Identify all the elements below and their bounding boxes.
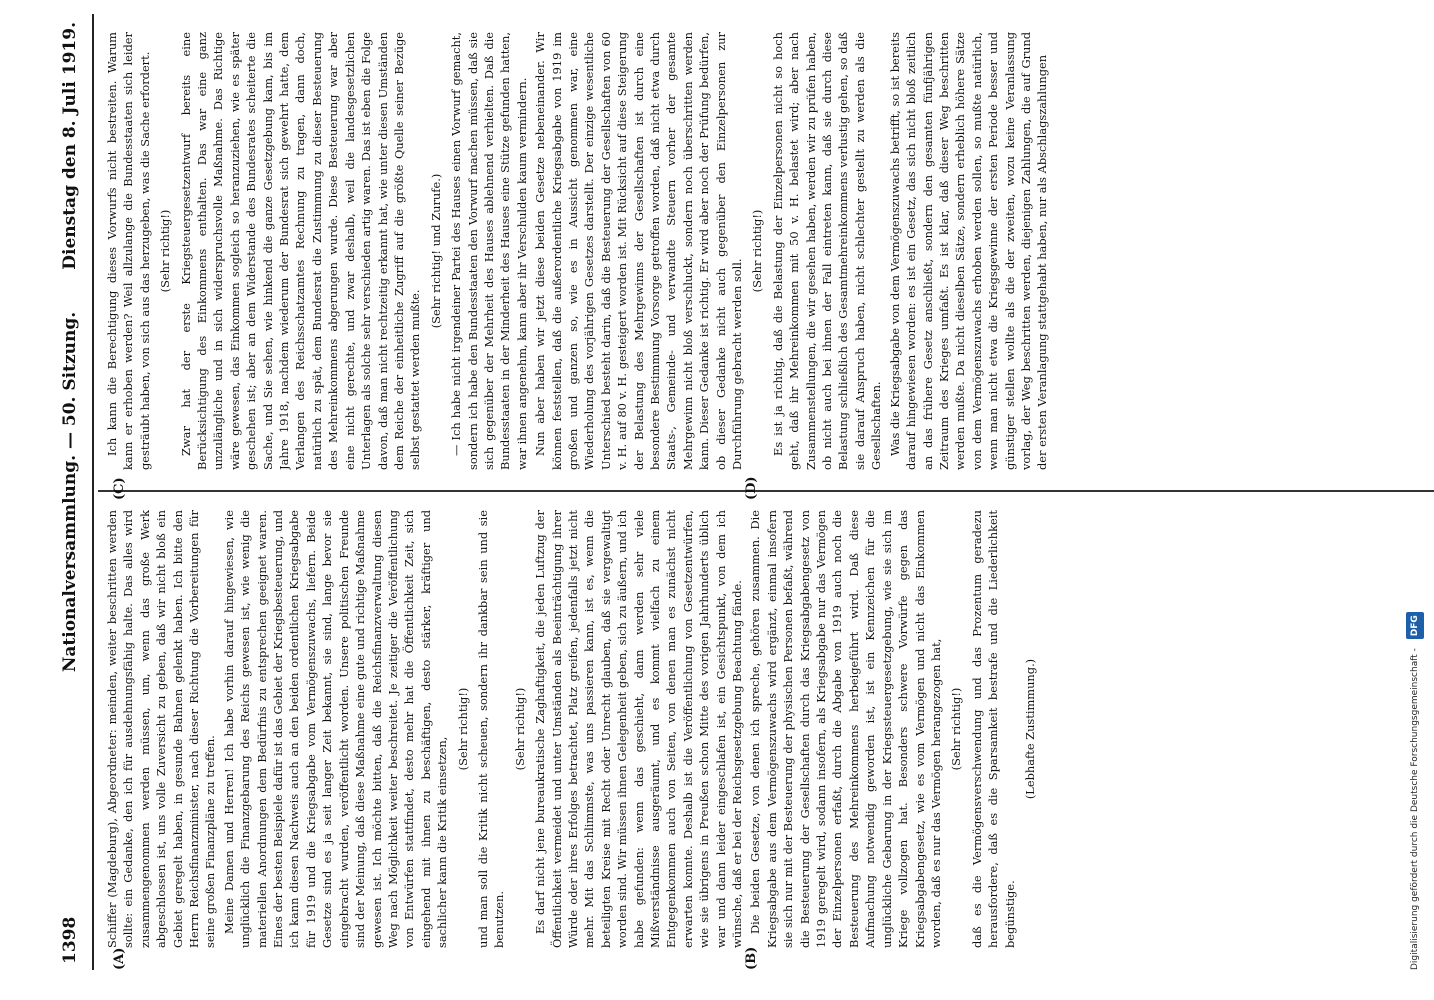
- header-rule: [92, 14, 94, 970]
- paragraph: Zwar hat der erste Kriegsteuergesetzentwurf bereits eine Berücksichtigung des Einkommens enthalten. Das war eine ganz unzulängliche und in sich widerspruchsvolle Maßnahme. Das Richtige wäre gewesen, das Einkommen sogleich so heranzuziehen, wie es später geschehen ist; aber an dem Widerstande des Bundesrates scheiterte die Sache, und Sie sehen, wie hinkend die ganze Gesetzgebung kam, bis im Jahre 1918, nachdem wiederum der Bundesrat sich gewehrt hatte, dem Verlangen des Reichsschatzamtes Rechnung zu tragen, dann doch, natürlich zu spät, dem Bundesrat die Zustimmung zu dieser Besteuerung des Mehreinkommens abgerungen wurde. Diese Besteuerung war aber eine nicht gerechte, und zwar deshalb, weil die landesgesetzlichen Unterlagen als solche sehr verschieden artig waren. Das ist eben die Folge davon, daß man nicht rechtzeitig erkannt hat, wie unter diesen Umständen dem Reiche der einheitliche Zugriff auf die größte Quelle seiner Bezüge selbst gestattet werden mußte.: [178, 32, 423, 470]
- margin-mark-d: (D): [744, 476, 759, 500]
- rotated-page: [54, 14, 1434, 970]
- paragraph: daß es die Vermögensverschwendung und das Prozentum geradezu herausfordere, daß es die Sparsamkeit bestrafe und die Liederlichkeit begünstige.: [969, 510, 1017, 948]
- interjection: (Sehr richtig!): [750, 209, 765, 293]
- margin-mark-b: (B): [744, 946, 759, 970]
- interjection: (Lebhafte Zustimmung.): [1022, 658, 1037, 800]
- paragraph: Meine Damen und Herren! Ich habe vorhin darauf hingewiesen, wie unglücklich die Finanzgebarung des Reichs gewesen ist, wie wenig die materiellen Anordnungen dem Bedürfnis zu entsprechen geeignet waren. Eines der besten Beispiele dafür ist das Gebiet der Kriegsbesteuerung, und ich kann diesen Nachweis auch an den beiden ordentlichen Kriegsabgabe für 1919 und die Kriegsabgabe vom Vermögenszuwachs, liefern. Beide Gesetze sind es ja seit langer Zeit bekannt, sie sind, lange bevor sie eingebracht wurden, veröffentlicht worden. Unsere politischen Freunde sind der Meinung, daß diese Maßnahme eine gute und richtige Maßnahme gewesen ist. Ich möchte bitten, daß die Reichsfinanzverwaltung diesen Weg nach Möglichkeit weiter beschreitet. Je zeitiger die Veröffentlichung von Entwürfen stattfindet, desto mehr hat die Öffentlichkeit Zeit, sich eingehend mit ihnen zu beschäftigen, desto stärker, kräftiger und sachlicher kann die Kritik einsetzen,: [221, 510, 450, 948]
- left-column: [104, 510, 1424, 948]
- paragraph: Es ist ja richtig, daß die Belastung der Einzelpersonen nicht so hoch geht, daß ihr Mehreinkommen mit 50 v. H. belastet wird; aber nach Zusammenstellungen, die wir gesehen haben, werden wir zu prüfen haben, ob nicht auch bei ihnen der Fall eintreten kann, daß sie durch diese Belastung schließlich des Gesamtmehreinkommens verlustig gehen, so daß sie darauf Anspruch haben, nicht schlechter gestellt zu werden als die Gesellschaften.: [770, 32, 884, 470]
- interjection: (Sehr richtig! und Zurufe.): [428, 173, 443, 329]
- paragraph: Es darf nicht jene bureaukratische Zaghaftigkeit, die jeden Luftzug der Öffentlichkeit vermeidet und unter Umständen als Beeinträchtigung ihrer Würde oder ihres Erfolges betrachtet, Platz greifen, jedenfalls jetzt nicht mehr. Mit das Schlimmste, was uns passieren kann, ist es, wenn die beteiligten Kreise mit Recht oder Unrecht glauben, daß sie vergewaltigt worden sind. Wir müssen ihnen Gelegenheit geben, sich zu äußern, und ich habe gefunden: wenn das geschieht, dann werden sehr viele Mißverständnisse ausgeräumt, und es kommt vielfach zu einem Entgegenkommen auch von Seiten, von denen man es zunächst nicht erwarten konnte. Deshalb ist die Veröffentlichung von Gesetzentwürfen, wie sie übrigens in Preußen schon Mitte des vorigen Jahrhunderts üblich war und dann leider eingeschlafen ist, ein Gesichtspunkt, von dem ich wünsche, daß er bei der Reichsgesetzgebung Beachtung fände.: [533, 510, 745, 948]
- session-date: Dienstag den 8. Juli 1919.: [60, 22, 80, 270]
- paragraph: — Ich habe nicht irgendeiner Partei des Hauses einen Vorwurf gemacht, sondern ich habe den Bundesstaaten den Vorwurf machen müssen, daß sie sich gegenüber der Mehrheit des Hauses ablehnend verhielten. Daß die Bundesstaaten in der Minderheit des Hauses eine Stütze gefunden hatten, war ihnen angenehm, kann aber ihr Verschulden kaum vermindern.: [449, 32, 529, 470]
- right-column: [104, 32, 1424, 470]
- interjection: (Sehr richtig!): [158, 209, 173, 293]
- digitization-note: [1404, 30, 1424, 970]
- interjection: (Sehr richtig!): [512, 687, 527, 771]
- column-rule: [98, 490, 1434, 492]
- page-number: 1398: [60, 916, 80, 964]
- paragraph: Die beiden Gesetze, von denen ich spreche, gehören zusammen. Die Kriegsabgabe aus dem Vermögenszuwachs wird ergänzt, einmal insofern sie sich nur mit der Besteuerung der physischen Personen befaßt, während die Besteuerung der Gesellschaften durch das Kriegsabgabengesetz von 1919 geregelt wird, sodann insofern, als Kriegsabgabe nur das Vermögen der Einzelpersonen erfaßt, durch die Abgabe von 1919 auch noch die Besteuerung des Mehreinkommens herbeigeführt wird. Daß diese Aufmachung notwendig geworden ist, ist ein Kennzeichen für die unglückliche Gebarung in der Kriegssteuergesetzgebung, wie sie sich im Kriege vollzogen hat. Besonders schwere Vorwürfe gegen das Kriegsabgabengesetz, wie es vom Vermögen und nicht das Einkommen worden, daß es nur das Vermögen herangezogen hat,: [748, 510, 943, 948]
- paragraph: Nun aber haben wir jetzt diese beiden Gesetze nebeneinander. Wir können feststellen, daß die außerordentliche Kriegsabgabe von 1919 im großen und ganzen so, wie es in Aussicht genommen war, eine Wiederholung des vorjährigen Gesetzes darstellt. Der einzige wesentliche Unterschied besteht darin, daß die Besteuerung der Gesellschaften von 60 v. H. auf 80 v. H. gesteigert worden ist. Mit Rücksicht auf diese Steigerung der Belastung des Mehrgewinns der Gesellschaften ist durch eine besondere Bestimmung Vorsorge getroffen worden, daß nicht etwa durch Staats-, Gemeinde- und verwandte Steuern vorher der gesamte Mehrgewinn nicht bloß verschluckt, sondern noch überschritten werden kann. Dieser Gedanke ist richtig. Er wird aber noch der Prüfung bedürfen, ob dieser Gedanke nicht auch gegenüber den Einzelpersonen zur Durchführung gebracht werden soll.: [533, 32, 745, 470]
- document-page: [54, 14, 1434, 970]
- paragraph: Was die Kriegsabgabe von dem Vermögenszuwachs betrifft, so ist bereits darauf hingewiesen worden: es ist ein Gesetz, das sich nicht bloß zeitlich an das frühere Gesetz anschließt, sondern den gesamten fünfjährigen Zeitraum des Krieges umfaßt. Es ist klar, daß dieser Weg beschritten werden mußte. Da nicht dieselben Sätze, sondern erheblich höhere Sätze von dem Vermögenszuwachs erhoben werden sollen, so mußte natürlich, wenn man nicht etwa die Kriegsgewinne der ersten Periode besser und günstiger stellen wollte als die der zweiten, wozu keine Veranlassung vorlag, der Weg beschritten werden, diejenigen Zahlungen, die auf Grund der ersten Veranlagung stattgehabt haben, nur als Abschlagszahlungen: [887, 32, 1050, 470]
- dfg-logo: DFG: [1406, 612, 1424, 639]
- page-header: [54, 14, 94, 970]
- interjection: (Sehr richtig!): [455, 687, 470, 771]
- funding-note: Digitalisierung gefördert durch die Deutsche Forschungsgemeinschaft -: [1410, 648, 1420, 970]
- interjection: (Sehr richtig!): [949, 687, 964, 771]
- page-title: Nationalversammlung. — 50. Sitzung.: [60, 311, 80, 673]
- margin-mark-a: (A): [112, 947, 127, 970]
- margin-mark-c: (C): [112, 477, 127, 500]
- paragraph: Ich kann die Berechtigung dieses Vorwurfs nicht bestreiten. Warum kann er erhoben werden? Weil allzulange die Bundesstaaten sich leider gesträubt haben, von sich aus das herzugeben, was die Sache erfordert.: [105, 32, 152, 470]
- paragraph: und man soll die Kritik nicht scheuen, sondern ihr dankbar sein und sie benutzen.: [475, 510, 507, 948]
- paragraph: Schiffer (Magdeburg), Abgeordneter: meinden, weiter beschritten werden sollte: ein Gedanke, den ich für ausdehnungsfähig halte. Das alles wird zusammengenommen werden müssen, um, wenn das große Werk abgeschlossen ist, uns volle Zuversicht zu geben, daß wir nicht bloß ein Gebiet geregelt haben, in gesunde Bahnen gelenkt haben. Ich bitte den Herrn Reichsfinanzminister, nach dieser Richtung die Vorbereitungen für seine großen Finanzpläne zu treffen.: [105, 510, 218, 948]
